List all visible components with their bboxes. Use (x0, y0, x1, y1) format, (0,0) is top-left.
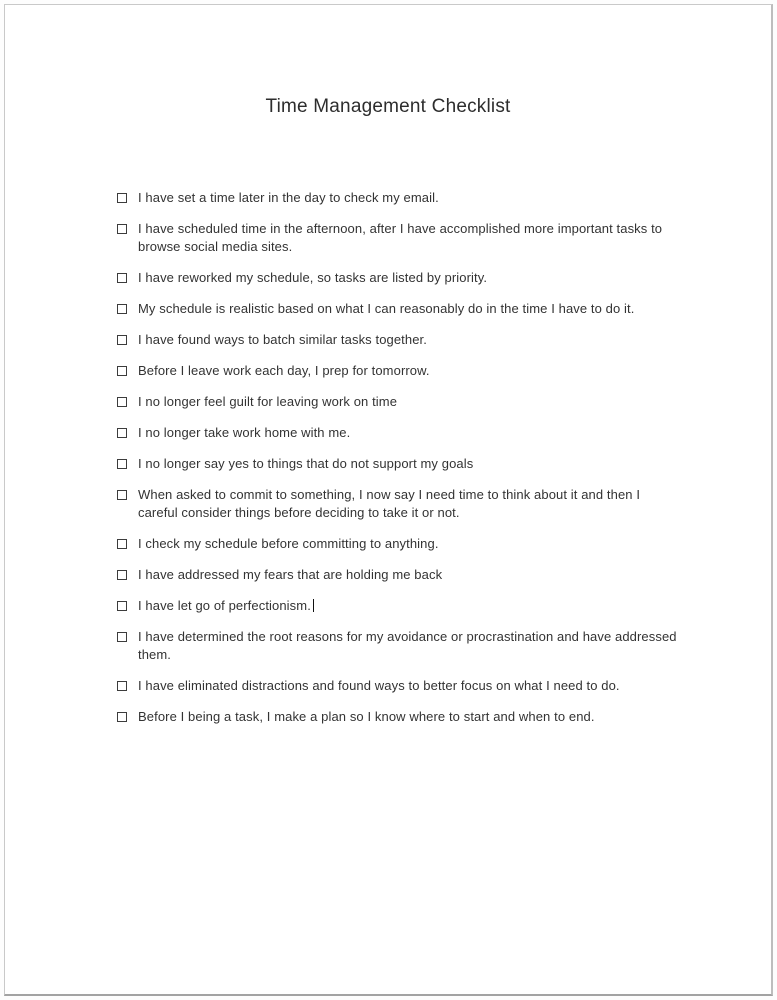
checklist-item[interactable] (117, 393, 771, 411)
checklist-item[interactable] (117, 677, 771, 695)
checkbox-icon (117, 490, 127, 500)
checklist-item-text[interactable] (138, 455, 683, 473)
checkbox-icon (117, 366, 127, 376)
item-text-content: I have determined the root reasons for my avoidance or procrastination and have addressed them. (138, 629, 677, 662)
text-cursor (313, 599, 314, 612)
item-text-content: My schedule is realistic based on what I can reasonably do in the time I have to do it. (138, 301, 635, 316)
item-text-content: Before I leave work each day, I prep for tomorrow. (138, 363, 430, 378)
checkbox-icon (117, 570, 127, 580)
item-text-content: I no longer take work home with me. (138, 425, 351, 440)
checkbox-icon (117, 459, 127, 469)
checklist-item-text[interactable] (138, 220, 683, 256)
checklist-item-text[interactable] (138, 393, 683, 411)
checklist-item-text[interactable] (138, 189, 683, 207)
checkbox-icon (117, 428, 127, 438)
checklist-item-text[interactable] (138, 331, 683, 349)
checklist-item[interactable] (117, 455, 771, 473)
item-text-content: I have addressed my fears that are holding me back (138, 567, 443, 582)
item-text-content: When asked to commit to something, I now say I need time to think about it and then I careful consider things before deciding to take it or not. (138, 487, 641, 520)
checklist-item[interactable] (117, 597, 771, 615)
checkbox-icon (117, 304, 127, 314)
checklist-item-text[interactable] (138, 424, 683, 442)
checklist-item[interactable] (117, 535, 771, 553)
checklist-item[interactable] (117, 362, 771, 380)
item-text-content: I have set a time later in the day to check my email. (138, 190, 439, 205)
checklist-item-text[interactable] (138, 597, 683, 615)
checklist-item[interactable] (117, 220, 771, 256)
item-text-content: I have scheduled time in the afternoon, after I have accomplished more important tasks to browse social media sites. (138, 221, 663, 254)
checklist-item-text[interactable] (138, 708, 683, 726)
checkbox-icon (117, 335, 127, 345)
item-text-content: I have let go of perfectionism. (138, 598, 311, 613)
checklist-item[interactable] (117, 566, 771, 584)
checklist-item[interactable] (117, 300, 771, 318)
checklist-item-text[interactable] (138, 486, 683, 522)
checkbox-icon (117, 539, 127, 549)
checklist-item[interactable] (117, 189, 771, 207)
checklist-item[interactable] (117, 269, 771, 287)
checkbox-icon (117, 632, 127, 642)
checklist-item-text[interactable] (138, 535, 683, 553)
checklist (5, 189, 771, 726)
checkbox-icon (117, 712, 127, 722)
checklist-item[interactable] (117, 628, 771, 664)
checklist-item-text[interactable] (138, 269, 683, 287)
item-text-content: I no longer say yes to things that do not support my goals (138, 456, 474, 471)
item-text-content: I have found ways to batch similar tasks together. (138, 332, 427, 347)
checkbox-icon (117, 681, 127, 691)
checklist-item[interactable] (117, 424, 771, 442)
item-text-content: Before I being a task, I make a plan so I know where to start and when to end. (138, 709, 595, 724)
checkbox-icon (117, 224, 127, 234)
checkbox-icon (117, 273, 127, 283)
checkbox-icon (117, 193, 127, 203)
checklist-item[interactable] (117, 331, 771, 349)
item-text-content: I have reworked my schedule, so tasks are listed by priority. (138, 270, 488, 285)
document-title[interactable]: Time Management Checklist (265, 96, 511, 117)
checkbox-icon (117, 397, 127, 407)
checklist-item-text[interactable] (138, 362, 683, 380)
checklist-item[interactable] (117, 708, 771, 726)
document-page[interactable] (4, 4, 773, 996)
checklist-item-text[interactable] (138, 628, 683, 664)
item-text-content: I have eliminated distractions and found ways to better focus on what I need to do. (138, 678, 620, 693)
item-text-content: I no longer feel guilt for leaving work on time (138, 394, 398, 409)
checklist-item-text[interactable] (138, 677, 683, 695)
checklist-item-text[interactable] (138, 566, 683, 584)
item-text-content: I check my schedule before committing to anything. (138, 536, 439, 551)
checklist-item-text[interactable] (138, 300, 683, 318)
checkbox-icon (117, 601, 127, 611)
checklist-item[interactable] (117, 486, 771, 522)
